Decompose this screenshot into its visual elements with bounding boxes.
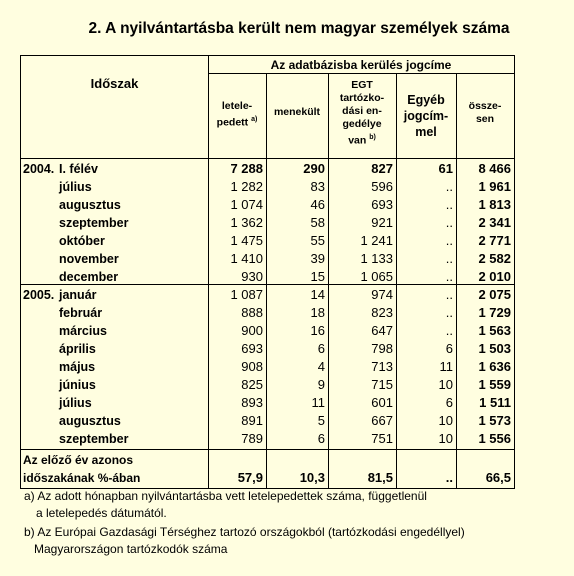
row-label: január	[59, 288, 97, 302]
table-cell: 715	[371, 377, 393, 392]
header-col-total: össze- sen	[468, 100, 502, 125]
summary-value: 81,5	[367, 470, 393, 485]
header-col-other: Egyéb jogcím- mel	[403, 93, 449, 139]
table-cell: 6	[317, 341, 325, 356]
table-cell: 1 503	[478, 341, 511, 356]
summary-value: 66,5	[485, 470, 511, 485]
table-cell: 55	[310, 233, 325, 248]
table-cell: 18	[310, 305, 325, 320]
table-cell: 4	[317, 359, 325, 374]
row-label: augusztus	[59, 414, 121, 428]
row-label: március	[59, 324, 107, 338]
table-cell: 1 362	[230, 215, 263, 230]
table-cell: 1 573	[478, 413, 511, 428]
row-label: május	[59, 360, 96, 374]
table-cell: 16	[310, 323, 325, 338]
row-label: október	[59, 234, 105, 248]
table-cell: 713	[371, 359, 393, 374]
row-label: november	[59, 252, 119, 266]
header-col-eea: EGT tartózko- dási en- gedélye van $^{b)}$	[339, 79, 385, 147]
table-cell: 693	[371, 197, 393, 212]
table-cell: 751	[371, 431, 393, 446]
page-title: 2. A nyilvántartásba került nem magyar személyek száma	[88, 20, 510, 37]
table-cell: 2 010	[478, 269, 511, 284]
row-label: december	[59, 270, 119, 284]
table-cell: 2 075	[478, 287, 511, 302]
table-cell: 1 410	[230, 251, 263, 266]
table-cell: 893	[241, 395, 263, 410]
table-cell: 825	[241, 377, 263, 392]
table-cell: 1 065	[360, 269, 393, 284]
summary-label: Az előző év azonos időszakának %-ában	[23, 453, 141, 485]
summary-value: ..	[445, 470, 453, 485]
table-cell: 46	[310, 197, 325, 212]
table-cell: 601	[371, 395, 393, 410]
footnote-b: b) Az Európai Gazdasági Térséghez tartozó országokból (tartózkodási engedéllyel) Magyarországon tartózkodók száma	[24, 525, 465, 556]
table-cell: ..	[445, 233, 453, 248]
table-cell: 1 074	[230, 197, 263, 212]
table-cell: 15	[310, 269, 325, 284]
row-label: július	[59, 180, 92, 194]
table-cell: 921	[371, 215, 393, 230]
table-cell: 1 559	[478, 377, 511, 392]
table-cell: 1 813	[478, 197, 511, 212]
summary-value: 10,3	[299, 470, 325, 485]
table-cell: 39	[310, 251, 325, 266]
row-label: szeptember	[59, 432, 129, 446]
table-cell: 1 729	[478, 305, 511, 320]
table-cell: 1 087	[230, 287, 263, 302]
table-cell: ..	[445, 323, 453, 338]
table-cell: ..	[445, 305, 453, 320]
header-group: Az adatbázisba kerülés jogcíme	[270, 58, 452, 72]
table-cell: 6	[317, 431, 325, 446]
table-cell: 930	[241, 269, 263, 284]
table-cell: 6	[445, 341, 453, 356]
table-cell: 61	[438, 161, 453, 176]
row-label: április	[59, 342, 96, 356]
row-label: július	[59, 396, 92, 410]
table-cell: ..	[445, 287, 453, 302]
table-cell: 827	[371, 161, 393, 176]
header-col-settled: letele- pedett $^{a)}$	[216, 100, 258, 129]
table-cell: 1 133	[360, 251, 393, 266]
table-cell: 667	[371, 413, 393, 428]
row-label: február	[59, 306, 103, 320]
table-cell: 14	[310, 287, 325, 302]
table-cell: ..	[445, 197, 453, 212]
table-cell: 1 241	[360, 233, 393, 248]
table-cell: 1 961	[478, 179, 511, 194]
row-year: 2004.	[23, 162, 55, 176]
table-cell: 823	[371, 305, 393, 320]
table-cell: 58	[310, 215, 325, 230]
table-cell: 798	[371, 341, 393, 356]
row-label: szeptember	[59, 216, 129, 230]
table-cell: ..	[445, 251, 453, 266]
table-cell: 5	[317, 413, 325, 428]
table-cell: 2 582	[478, 251, 511, 266]
table-cell: 83	[310, 179, 325, 194]
table-cell: 1 556	[478, 431, 511, 446]
row-label: augusztus	[59, 198, 121, 212]
table-cell: 1 636	[478, 359, 511, 374]
row-label: I. félév	[59, 162, 98, 176]
table-cell: 693	[241, 341, 263, 356]
footnote-a: a) Az adott hónapban nyilvántartásba vett letelepedettek száma, függetlenül a letelepedés dátumától.	[24, 489, 427, 520]
header-col-refugee: menekült	[273, 106, 321, 118]
table-cell: 647	[371, 323, 393, 338]
table-cell: 1 511	[479, 395, 511, 410]
data-table	[20, 55, 515, 489]
table-cell: 974	[371, 287, 393, 302]
table-cell: 1 282	[230, 179, 263, 194]
table-cell: 7 288	[230, 161, 263, 176]
table-cell: 2 771	[478, 233, 511, 248]
summary-value: 57,9	[237, 470, 263, 485]
table-cell: 1 475	[230, 233, 263, 248]
table-cell: 888	[241, 305, 263, 320]
table-cell: 908	[241, 359, 263, 374]
table-cell: 9	[317, 377, 325, 392]
table-cell: 11	[311, 395, 325, 410]
row-year: 2005.	[23, 288, 55, 302]
table-cell: 891	[241, 413, 263, 428]
table-cell: 596	[371, 179, 393, 194]
table-cell: 10	[438, 413, 453, 428]
table-cell: 8 466	[478, 161, 511, 176]
row-label: június	[59, 378, 96, 392]
table-cell: ..	[445, 269, 453, 284]
table-cell: 290	[303, 161, 325, 176]
table-cell: 10	[438, 431, 453, 446]
table-cell: ..	[445, 215, 453, 230]
table-cell: 6	[445, 395, 453, 410]
table-cell: 10	[438, 377, 453, 392]
table-cell: 2 341	[478, 215, 511, 230]
table-cell: 1 563	[478, 323, 511, 338]
table-cell: 789	[241, 431, 263, 446]
table-cell: 900	[241, 323, 263, 338]
table-cell: ..	[445, 179, 453, 194]
header-period: Időszak	[90, 76, 139, 91]
table-cell: 11	[439, 359, 453, 374]
